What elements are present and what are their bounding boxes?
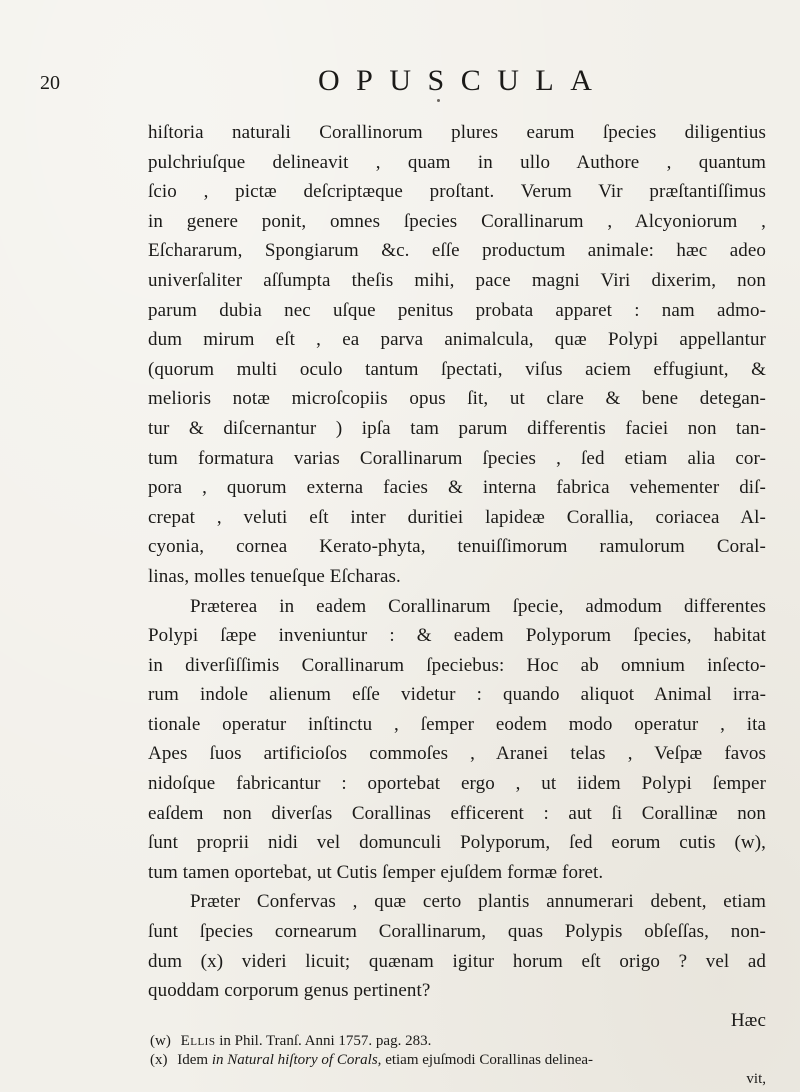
text-line: (quorum multi oculo tantum ſpectati, viſus aciem effugiunt, & (148, 358, 766, 380)
text-line: ſunt ſpecies cornearum Corallinarum, quas Polypis obſeſſas, non- (148, 921, 766, 943)
footnote-mark: (w) (150, 1033, 171, 1049)
footnote-lead: Idem (177, 1052, 209, 1068)
text-line: rum indole alienum eſſe videtur : quando aliquot Animal irra- (148, 684, 766, 706)
text-line: dum (x) videri licuit; quænam igitur horum eſt origo ? vel ad (148, 950, 766, 972)
text-line: cyonia, cornea Kerato-phyta, tenuiſſimorum ramulorum Coral- (148, 536, 766, 558)
catchword: Hæc (730, 1009, 766, 1031)
footnote-w (150, 1032, 766, 1051)
paragraph-start-line: Præterea in eadem Corallinarum ſpecie, admodum differentes (190, 595, 766, 617)
text-line: nidoſque fabricantur : oportebat ergo , ut iidem Polypi ſemper (148, 773, 766, 795)
text-line: dum mirum eſt , ea parva animalcula, quæ Polypi appellantur (148, 329, 766, 351)
text-line: hiſtoria naturali Corallinorum plures earum ſpecies diligentius (148, 122, 766, 143)
ink-speck (437, 99, 440, 102)
text-line: melioris notæ microſcopiis opus ſit, ut clare & bene detegan- (148, 388, 766, 410)
page-number: 20 (40, 72, 60, 94)
text-line: tur & diſcernantur ) ipſa tam parum differentis faciei non tan- (148, 417, 766, 439)
text-line: in genere ponit, omnes ſpecies Corallinarum , Alcyoniorum , (148, 210, 766, 232)
footnote-continuation: vit, (746, 1071, 766, 1087)
paragraph-end-line: tum tamen oportebat, ut Cutis ſemper ejuſdem formæ foret. (148, 861, 604, 883)
footnote-title: in Natural hiſtory of Corals, (211, 1052, 382, 1068)
text-line: crepat , veluti eſt inter duritiei lapideæ Corallia, coriacea Al- (148, 506, 766, 528)
paragraph-end-line: linas, molles tenueſque Eſcharas. (148, 565, 401, 587)
text-line: Apes ſuos artificioſos commoſes , Aranei telas , Veſpæ favos (148, 743, 766, 765)
footnote-x (150, 1051, 766, 1070)
footnote-text: etiam ejuſmodi Corallinas delinea- (385, 1052, 594, 1068)
footnote-text: in Phil. Tranſ. Anni 1757. pag. 283. (219, 1033, 432, 1049)
text-line: pulchriuſque delineavit , quam in ullo Authore , quantum (148, 151, 766, 173)
body-text (148, 118, 766, 1035)
footnotes (150, 1032, 766, 1089)
text-line: univerſaliter aſſumpta theſis mihi, pace magni Viri dixerim, non (148, 269, 766, 291)
text-line: Polypi ſæpe inveniuntur : & eadem Polyporum ſpecies, habitat (148, 625, 766, 647)
page-header (0, 64, 800, 104)
text-line: ſcio , pictæ deſcriptæque proſtant. Verum Vir præſtantiſſimus (148, 181, 766, 203)
footnote-mark: (x) (150, 1052, 168, 1068)
text-line: parum dubia nec uſque penitus probata apparet : nam admo- (148, 299, 766, 321)
paragraph-end-line: quoddam corporum genus pertinent? (148, 980, 431, 1002)
running-title: OPUSCULA (318, 64, 609, 97)
text-line: in diverſiſſimis Corallinarum ſpeciebus: Hoc ab omnium inſecto- (148, 654, 766, 676)
text-line: ſunt proprii nidi vel domunculi Polyporum, ſed eorum cutis (w), (148, 832, 766, 854)
text-line: tum formatura varias Corallinarum ſpecies , ſed etiam alia cor- (148, 447, 766, 469)
text-line: eaſdem non diverſas Corallinas efficerent : aut ſi Corallinæ non (148, 802, 766, 824)
footnote-author: Ellis (180, 1033, 216, 1049)
text-line: tionale operatur inſtinctu , ſemper eodem modo operatur , ita (148, 713, 766, 735)
text-line: Eſchararum, Spongiarum &c. eſſe productum animale: hæc adeo (148, 240, 766, 262)
text-line: pora , quorum externa facies & interna fabrica vehementer diſ- (148, 477, 766, 499)
paragraph-start-line: Præter Confervas , quæ certo plantis annumerari debent, etiam (190, 891, 766, 913)
